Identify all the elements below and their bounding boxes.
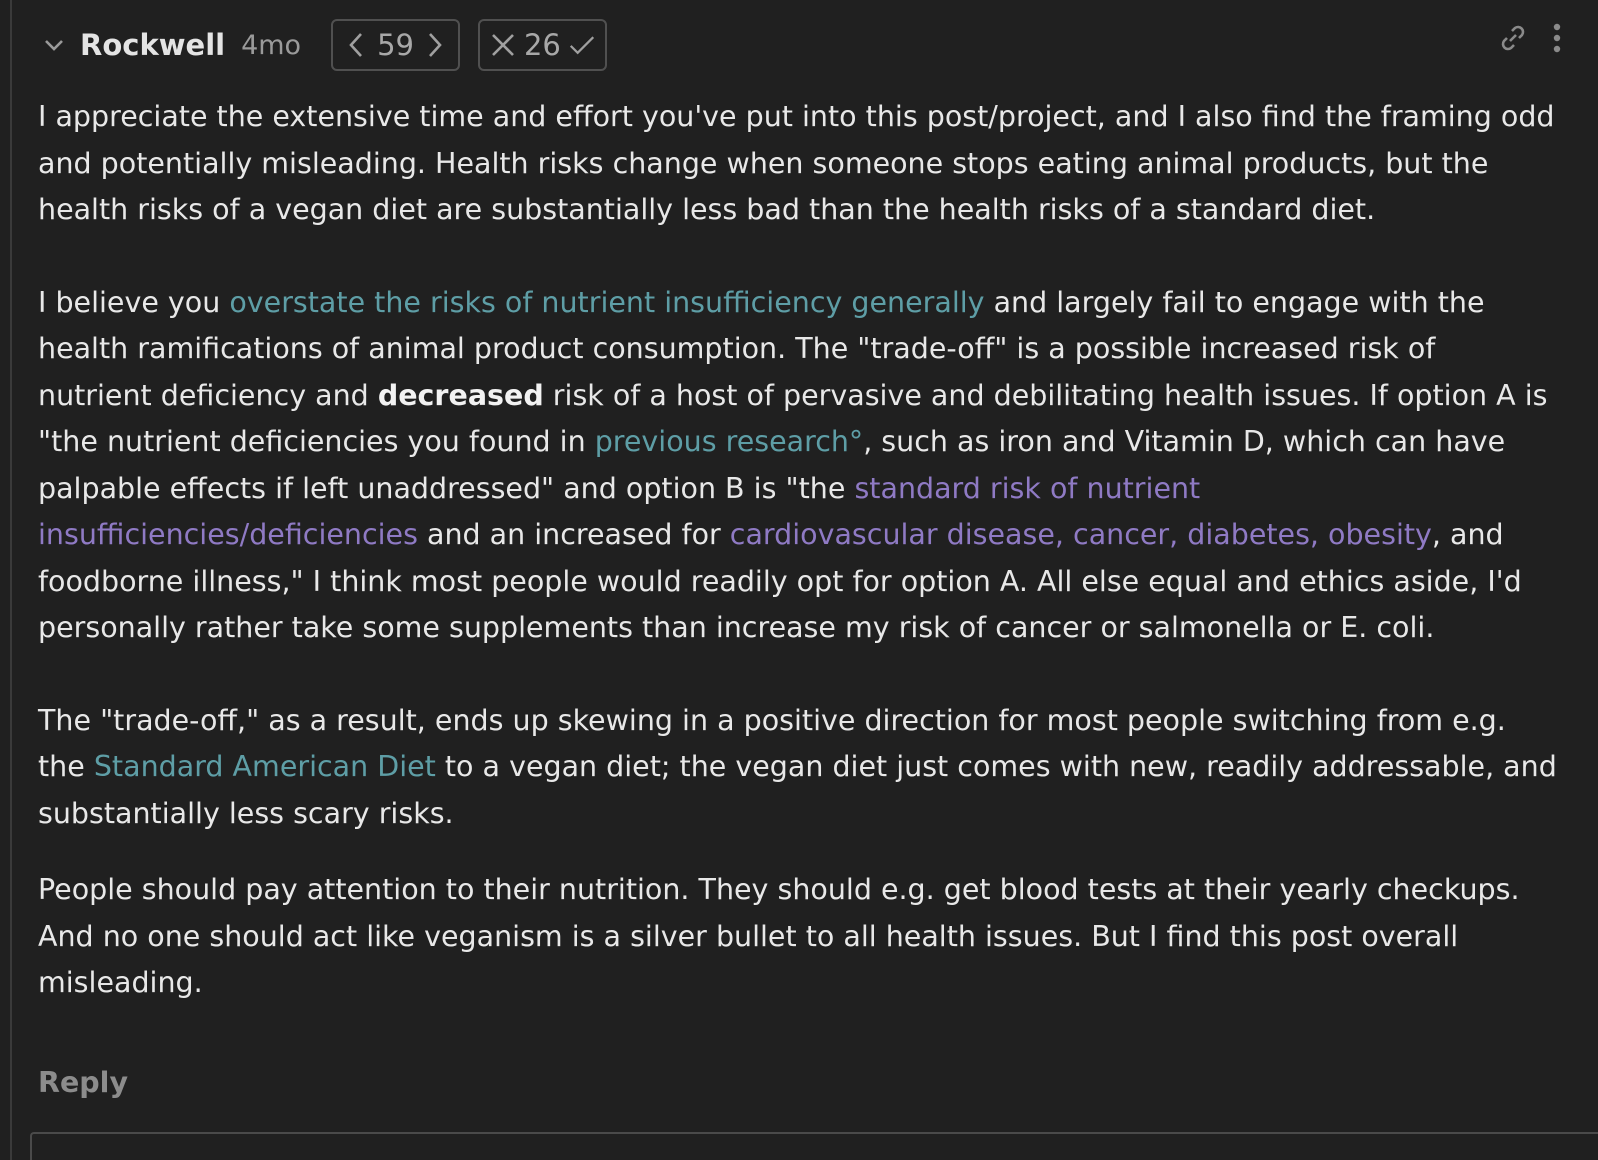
comment-body (38, 94, 1558, 1053)
chevron-left-icon[interactable] (343, 28, 369, 62)
next-comment-border (30, 1132, 1598, 1160)
paragraph-1: I appreciate the extensive time and effort you've put into this post/project, and I also find the framing odd and potentially misleading. Health risks change when someone stops eating animal products, but the health risks of a vegan diet are substantially less bad than the health risks of a standard diet. (38, 100, 1555, 226)
text-span: to a vegan diet; the vegan diet just comes with new, readily addressable, and substantially less scary risks. (38, 750, 1557, 830)
text-span: risk of a host of pervasive and debilitating health issues. If option A is "the nutrient deficiencies you found in (38, 378, 1548, 458)
chevron-down-icon[interactable] (38, 29, 70, 61)
comment-author[interactable]: Rockwell (80, 28, 226, 62)
text-span: and an increased for (417, 518, 730, 551)
link-previous-research[interactable]: previous research° (594, 425, 864, 458)
comment-actions (1498, 22, 1562, 58)
text-span: , such as iron and Vitamin D, which can have palpable effects if left unaddressed" and option B is "the (38, 425, 1506, 505)
text-span: I believe you (38, 285, 230, 319)
chevron-right-icon[interactable] (422, 28, 448, 62)
link-standard-american-diet[interactable]: Standard American Diet (93, 750, 436, 783)
cross-icon[interactable] (490, 28, 516, 62)
text-span: The "trade-off," as a result, ends up skewing in a positive direction for most people switching from e.g. the (38, 703, 1506, 783)
comment (10, 0, 1598, 1160)
more-vertical-icon[interactable] (1552, 22, 1562, 58)
link-cardiovascular-disease[interactable]: cardiovascular disease, cancer, diabetes, obesity (729, 518, 1432, 551)
comment-header (38, 18, 625, 72)
agreement-vote (478, 19, 607, 71)
link-icon[interactable] (1498, 23, 1528, 57)
reply-button[interactable]: Reply (38, 1066, 129, 1099)
comment-age[interactable]: 4mo (241, 29, 302, 61)
paragraph-3 (38, 698, 1558, 838)
paragraph-4: People should pay attention to their nutrition. They should e.g. get blood tests at their yearly checkups. And no one should act like veganism is a silver bullet to all health issues. But I find this post overall misleading. (38, 873, 1520, 999)
check-icon[interactable] (569, 28, 595, 62)
bold-text: decreased (377, 378, 544, 412)
paragraph-2 (38, 280, 1558, 652)
link-overstate-risks[interactable]: overstate the risks of nutrient insufficiency generally (229, 285, 985, 319)
text-span: , and foodborne illness," I think most people would readily opt for option A. All else equal and ethics aside, I'd personally rather take some supplements than increase my risk of cancer or salmonella or E. coli. (38, 518, 1522, 644)
agreement-score: 26 (523, 28, 561, 62)
karma-score: 59 (377, 28, 414, 62)
text-span: and largely fail to engage with the health ramifications of animal product consumption. The "trade-off" is a possible increased risk of nutrient deficiency and (38, 285, 1485, 412)
link-standard-risk[interactable]: standard risk of nutrient insufficiencies/deficiencies (38, 471, 1201, 551)
karma-vote (331, 19, 460, 71)
